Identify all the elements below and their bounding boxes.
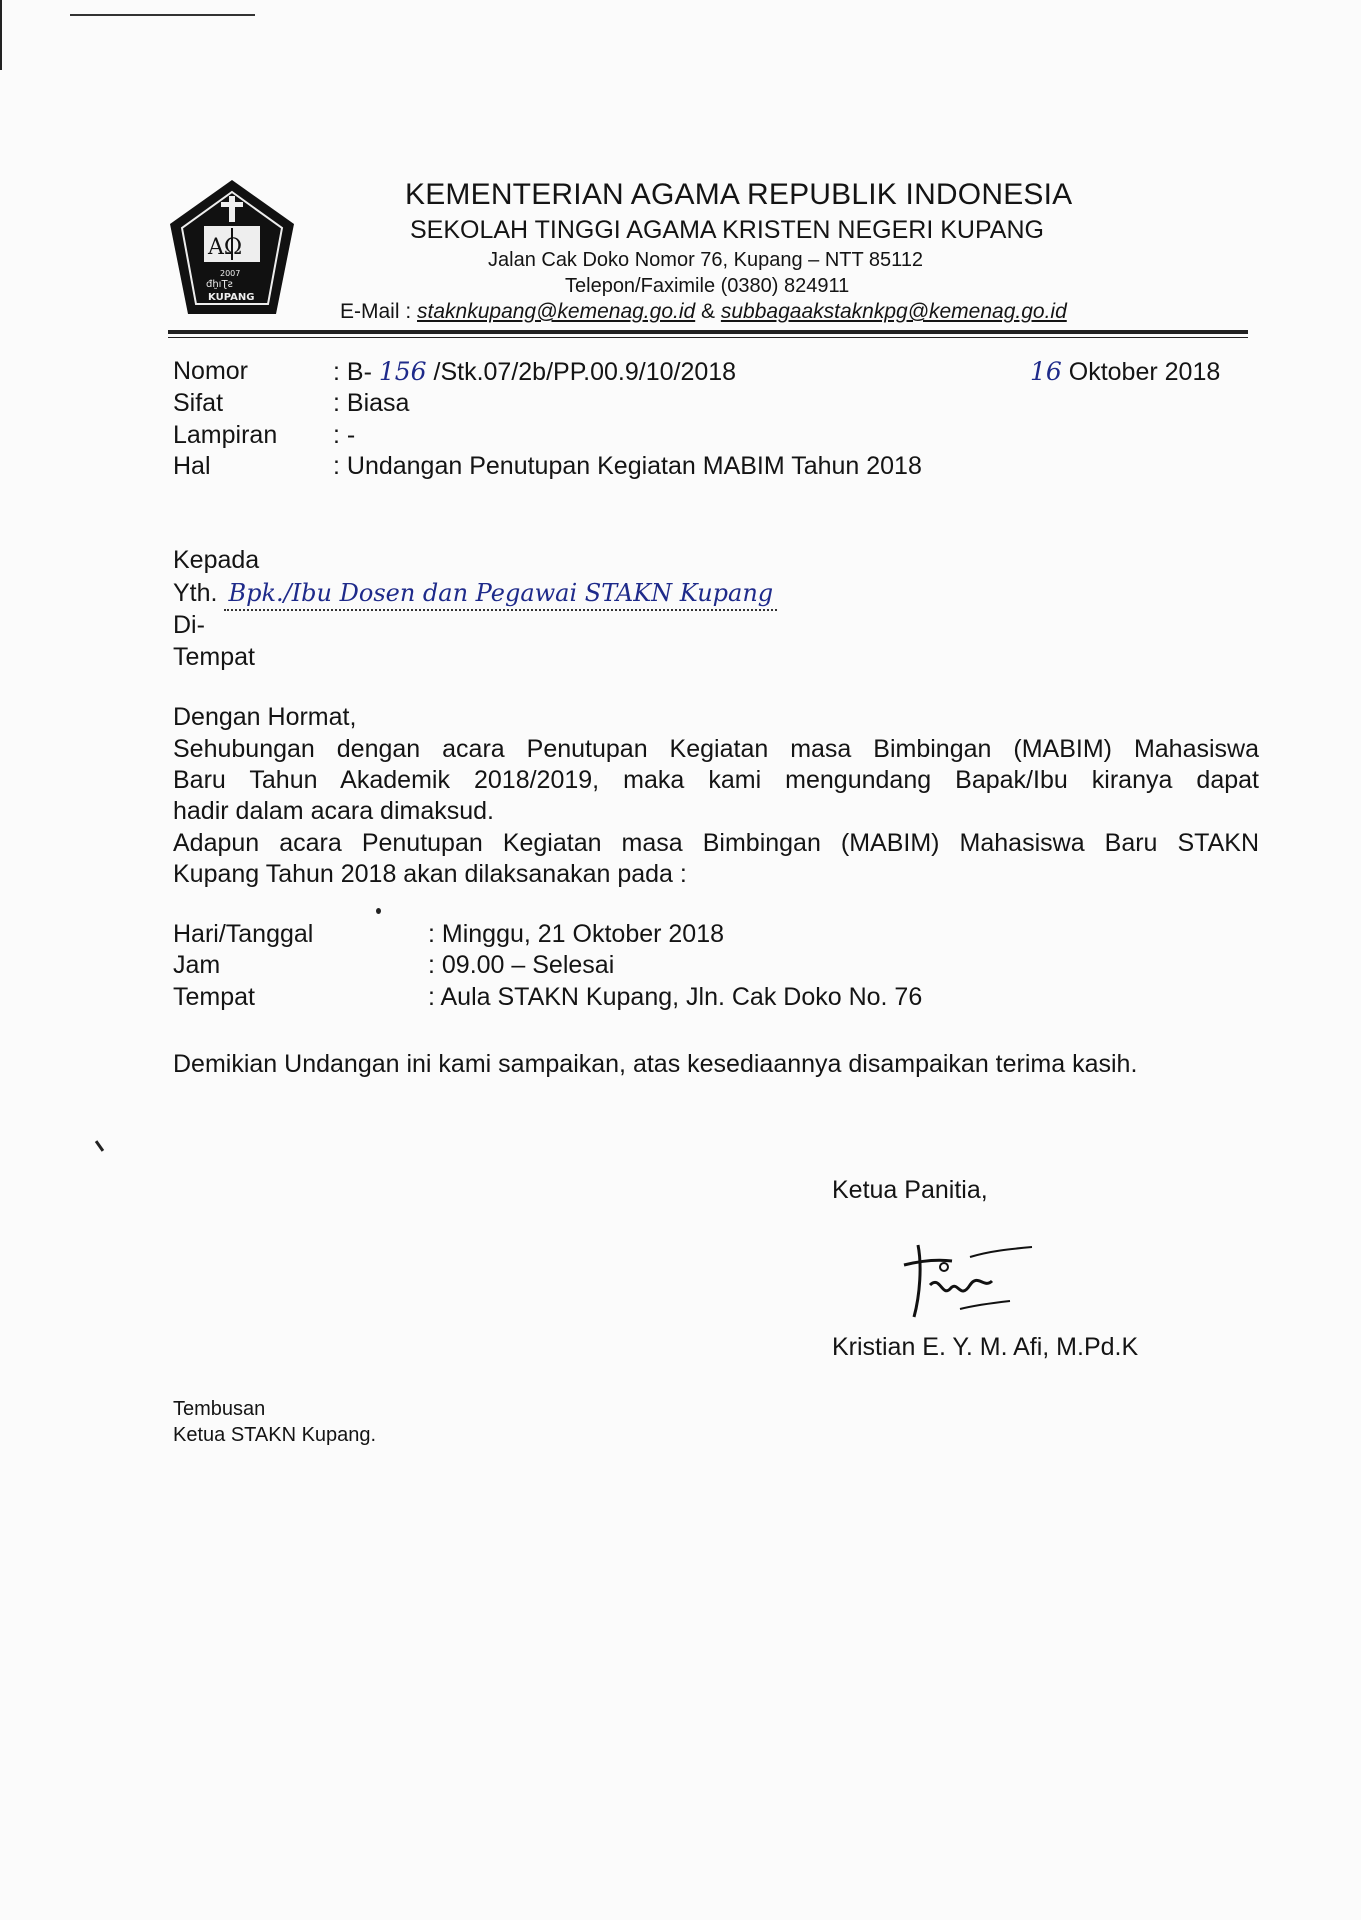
logo-motto: đḫıƮƨ [206,279,233,290]
handwritten-signature [900,1225,1040,1325]
greeting: Dengan Hormat, [173,703,357,731]
hal-label: Hal [173,452,211,480]
email-link-1[interactable]: staknkupang@kemenag.go.id [417,300,696,323]
logo-alpha-omega: AΩ [208,235,243,260]
nomor-prefix: : B- [333,358,379,386]
paragraph-2-line-2: Kupang Tahun 2018 akan dilaksanakan pada : [173,860,687,888]
tempat-label: Tempat [173,643,255,671]
nomor-label: Nomor [173,357,249,385]
hal-value: : Undangan Penutupan Kegiatan MABIM Tahun 2018 [333,452,922,480]
email-link-2[interactable]: subbagaakstaknkpg@kemenag.go.id [720,300,1067,323]
tempat-detail-label: Tempat [173,983,255,1011]
yth-line [173,579,777,608]
di-label: Di- [173,611,205,639]
institution-title: SEKOLAH TINGGI AGAMA KRISTEN NEGERI KUPANG [410,216,1044,244]
date-handwritten: 16 [1030,357,1062,386]
cc-value: Ketua STAKN Kupang. [173,1424,377,1446]
lampiran-label: Lampiran [173,421,278,449]
closing-sentence: Demikian Undangan ini kami sampaikan, atas kesediaannya disampaikan terima kasih. [173,1050,1138,1078]
email-label: E-Mail : [340,300,418,323]
yth-handwritten-recipient: Bpk./Ibu Dosen dan Pegawai STAKN Kupang [224,579,777,611]
nomor-handwritten: 156 [378,357,427,386]
scan-edge [0,0,2,70]
nomor-value [333,357,736,387]
signatory-name: Kristian E. Y. M. Afi, M.Pd.K [832,1333,1139,1361]
nomor-rest: /Stk.07/2b/PP.00.9/10/2018 [426,358,737,386]
scan-speck [376,908,381,914]
letter-date [1030,357,1220,387]
tempat-detail-value: : Aula STAKN Kupang, Jln. Cak Doko No. 76 [428,983,923,1011]
logo-year: 2007 [220,269,241,278]
cc-label: Tembusan [173,1398,266,1420]
paragraph-1-line-3: hadir dalam acara dimaksud. [173,797,494,825]
signature-title: Ketua Panitia, [832,1176,988,1204]
date-rest: Oktober 2018 [1061,358,1221,386]
scan-line [70,14,255,16]
sifat-label: Sifat [173,389,224,417]
email-line [340,300,1067,324]
scan-speck [95,1140,104,1152]
header-rule-thick [168,330,1248,334]
lampiran-value: : - [333,421,356,449]
header-rule-thin [168,337,1248,338]
logo-city: KUPANG [208,292,255,303]
ministry-title: KEMENTERIAN AGAMA REPUBLIK INDONESIA [405,178,1073,211]
jam-label: Jam [173,951,221,979]
kepada-label: Kepada [173,546,260,574]
address-line: Jalan Cak Doko Nomor 76, Kupang – NTT 85112 [488,249,924,271]
hari-value: : Minggu, 21 Oktober 2018 [428,920,725,948]
sifat-value: : Biasa [333,389,410,417]
ministry-logo [168,178,296,316]
phone-line: Telepon/Faximile (0380) 824911 [565,275,850,297]
jam-value: : 09.00 – Selesai [428,951,615,979]
paragraph-1-line-2: Baru Tahun Akademik 2018/2019, maka kami mengundang Bapak/Ibu kiranya dapat [173,766,1259,794]
email-separator: & [695,300,721,323]
paragraph-1-line-1: Sehubungan dengan acara Penutupan Kegiatan masa Bimbingan (MABIM) Mahasiswa [173,735,1259,763]
yth-label: Yth. [173,579,218,607]
hari-label: Hari/Tanggal [173,920,314,948]
paragraph-2-line-1: Adapun acara Penutupan Kegiatan masa Bimbingan (MABIM) Mahasiswa Baru STAKN [173,829,1259,857]
